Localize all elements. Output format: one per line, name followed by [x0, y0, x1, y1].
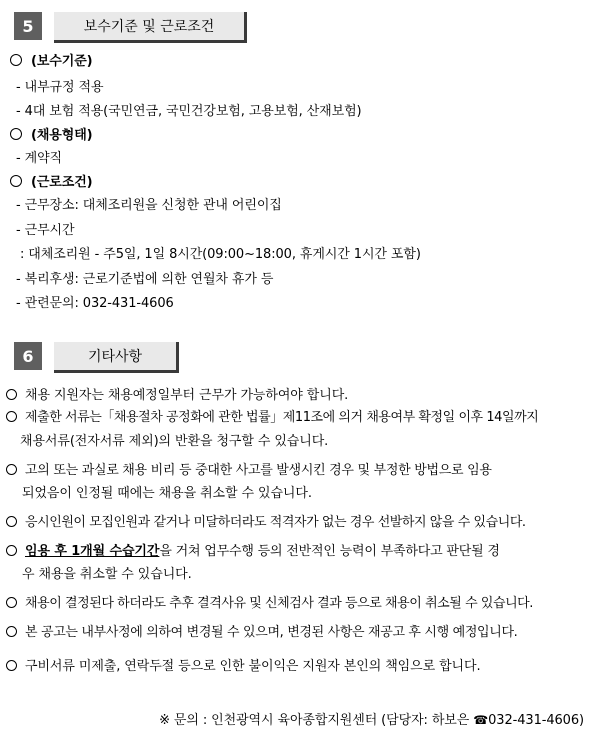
notice-item: 채용이 결정된다 하더라도 추후 결격사유 및 신체검사 결과 등으로 채용이 취소될 수 있습니다.	[6, 592, 533, 611]
pay-item: - 4대 보험 적용(국민연금, 국민건강보험, 고용보험, 산재보험)	[16, 104, 362, 119]
notice-item-continued: 되었음이 인정될 때에는 채용을 취소할 수 있습니다.	[22, 486, 312, 501]
phone-icon: ☎	[473, 713, 489, 727]
circle-bullet-icon	[6, 389, 17, 400]
circle-bullet-icon	[6, 464, 17, 475]
circle-bullet-icon	[6, 597, 17, 608]
work-heading: (근로조건)	[10, 171, 93, 190]
circle-bullet-icon	[10, 54, 22, 66]
work-item: - 복리후생: 근로기준법에 의한 연월차 휴가 등	[16, 272, 274, 287]
circle-bullet-icon	[10, 175, 22, 187]
work-item: - 근무장소: 대체조리원을 신청한 관내 어린이집	[16, 198, 282, 213]
circle-bullet-icon	[6, 545, 17, 556]
circle-bullet-icon	[6, 411, 17, 422]
circle-bullet-icon	[10, 128, 22, 140]
notice-item: 채용 지원자는 채용예정일부터 근무가 가능하여야 합니다.	[6, 384, 348, 403]
employment-heading: (채용형태)	[10, 124, 93, 143]
pay-heading: (보수기준)	[10, 50, 93, 69]
notice-item-continued: 채용서류(전자서류 제외)의 반환을 청구할 수 있습니다.	[20, 434, 329, 449]
section-title: 기타사항	[54, 342, 179, 373]
section-title: 보수기준 및 근로조건	[54, 12, 247, 43]
notice-item-continued: 우 채용을 취소할 수 있습니다.	[22, 567, 192, 582]
notice-item: 제출한 서류는「채용절차 공정화에 관한 법률」제11조에 의거 채용여부 확정일 이후 14일까지	[6, 406, 538, 425]
circle-bullet-icon	[6, 626, 17, 637]
work-item: : 대체조리원 - 주5일, 1일 8시간(09:00~18:00, 휴게시간 1시간 포함)	[20, 247, 421, 262]
employment-item: - 계약직	[16, 151, 62, 166]
notice-item: 임용 후 1개월 수습기간을 거쳐 업무수행 등의 전반적인 능력이 부족하다고 판단될 경	[6, 540, 500, 559]
notice-item: 응시인원이 모집인원과 같거나 미달하더라도 적격자가 없는 경우 선발하지 않을 수 있습니다.	[6, 511, 526, 530]
circle-bullet-icon	[6, 660, 17, 671]
work-item: - 근무시간	[16, 223, 75, 238]
notice-item: 고의 또는 과실로 채용 비리 등 중대한 사고를 발생시킨 경우 및 부정한 방법으로 임용	[6, 459, 492, 478]
pay-item: - 내부규정 적용	[16, 80, 104, 95]
work-item: - 관련문의: 032-431-4606	[16, 296, 174, 311]
circle-bullet-icon	[6, 516, 17, 527]
contact-footer: ※ 문의 : 인천광역시 육아종합지원센터 (담당자: 하보은 ☎032-431-4606)	[159, 713, 584, 728]
probation-underline-text: 임용 후 1개월 수습기간	[25, 544, 160, 559]
notice-item: 구비서류 미제출, 연락두절 등으로 인한 불이익은 지원자 본인의 책임으로 합니다.	[6, 655, 480, 674]
section-number: 6	[14, 342, 42, 370]
section-number: 5	[14, 12, 42, 40]
notice-item: 본 공고는 내부사정에 의하여 변경될 수 있으며, 변경된 사항은 재공고 후 시행 예정입니다.	[6, 621, 517, 640]
